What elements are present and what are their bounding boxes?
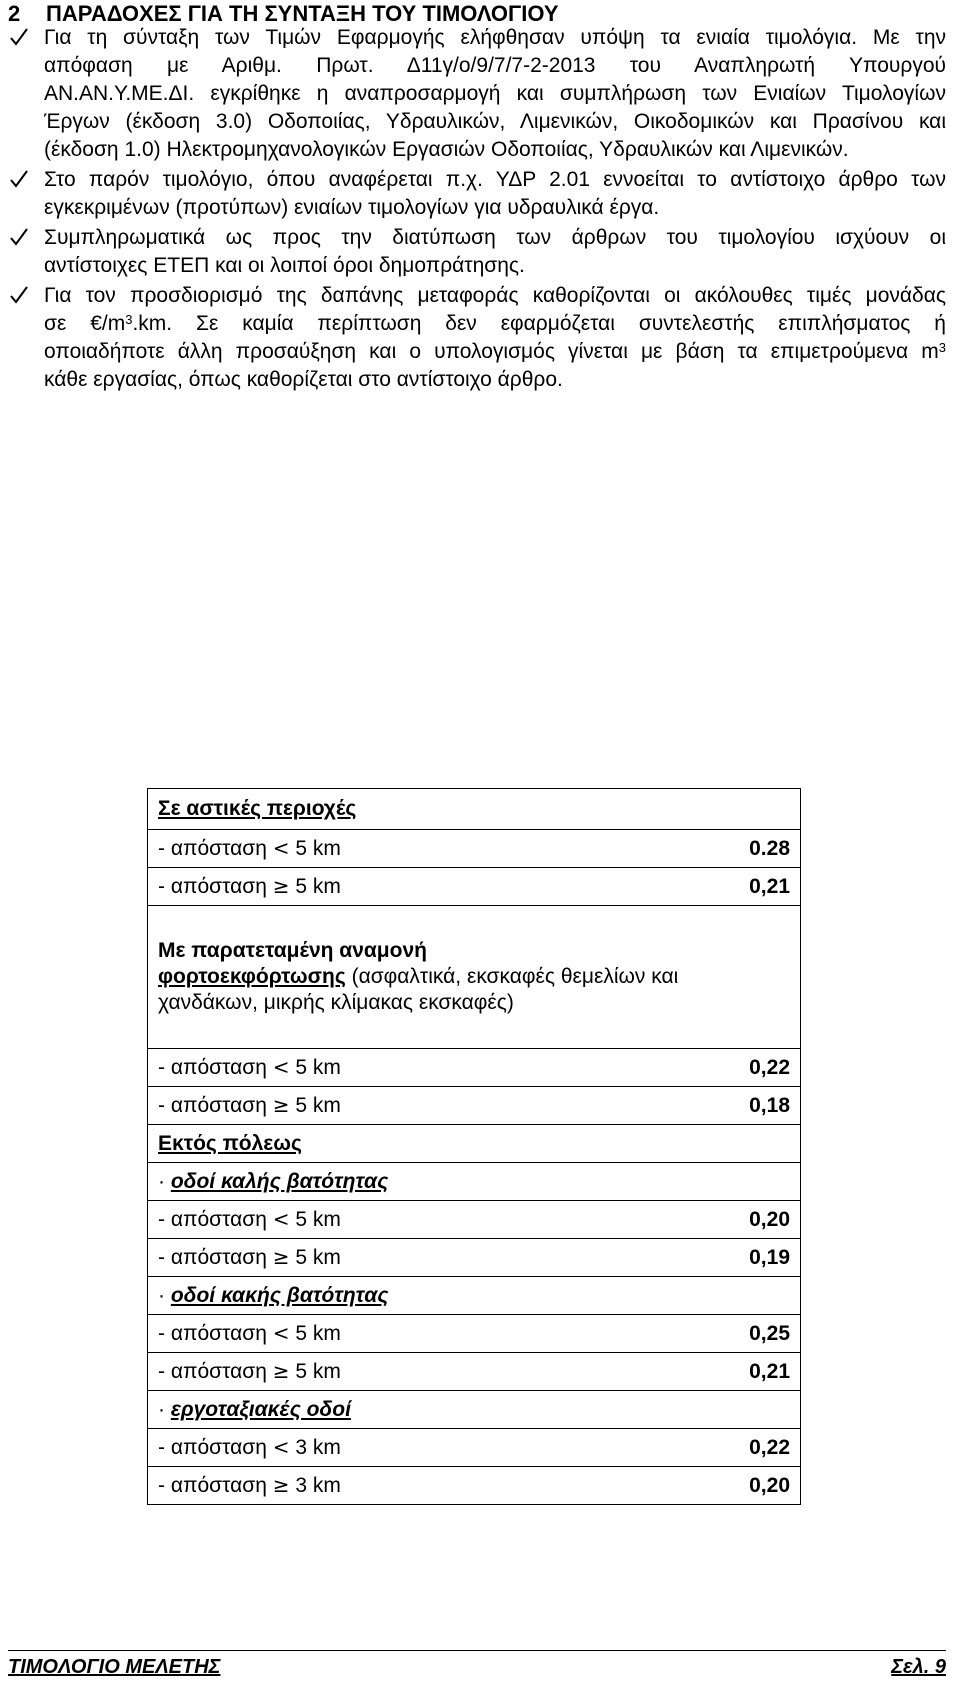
page-number: Σελ. 9	[891, 1656, 946, 1678]
superscript: 3	[125, 312, 133, 327]
road-category: · οδοί κακής βατότητας	[148, 1277, 801, 1315]
rate-value: 0,19	[724, 1239, 801, 1277]
bullet-line: Για τον προσδιορισμό της δαπάνης μεταφοράς καθορίζονται οι ακόλουθες τιμές μονάδας	[44, 284, 946, 307]
note-bold-underline: φορτοεκφόρτωσης	[158, 965, 346, 988]
table-row	[148, 1429, 801, 1467]
table-row	[148, 789, 801, 830]
table-row	[148, 1201, 801, 1239]
outside-header: Εκτός πόλεως	[158, 1131, 302, 1155]
bullet-item	[8, 24, 946, 164]
table-row	[148, 1087, 801, 1125]
road-category: · οδοί καλής βατότητας	[148, 1163, 801, 1201]
checkmark-icon	[8, 284, 30, 306]
road-category: · εργοταξιακές οδοί	[148, 1391, 801, 1429]
bullet-line: εγκεκριμένων (προτύπων) ενιαίων τιμολογίων για υδραυλικά έργα.	[44, 196, 660, 219]
bullet-line: απόφαση με Αριθμ. Πρωτ. Δ11γ/ο/9/7/7-2-2013 του Αναπληρωτή Υπουργού	[44, 54, 946, 77]
checkmark-icon	[8, 26, 30, 48]
table-row	[148, 1163, 801, 1201]
distance-label: - απόσταση < 5 km	[148, 1315, 725, 1353]
rate-value: 0,21	[724, 868, 801, 906]
table-row	[148, 1125, 801, 1163]
distance-label: - απόσταση ≥ 5 km	[148, 1087, 725, 1125]
distance-label: - απόσταση ≥ 3 km	[148, 1467, 725, 1505]
bullet-item	[8, 224, 946, 280]
bullet-line: ΑΝ.ΑΝ.Υ.ΜΕ.ΔΙ. εγκρίθηκε η αναπροσαρμογή και συμπλήρωση των Ενιαίων Τιμολογίων	[44, 82, 946, 105]
bullet-text: .km. Σε καμία περίπτωση δεν εφαρμόζεται συντελεστής επιπλήσματος ή	[132, 312, 946, 335]
distance-label: - απόσταση ≥ 5 km	[148, 1239, 725, 1277]
bullet-line: Συμπληρωματικά ως προς την διατύπωση των άρθρων του τιμολογίου ισχύουν οι	[44, 226, 946, 249]
bullet-line: αντίστοιχες ΕΤΕΠ και οι λοιποί όροι δημοπράτησης.	[44, 254, 525, 277]
bullet-item	[8, 166, 946, 222]
rate-value: 0.28	[724, 830, 801, 868]
bullet-text: σε €/m	[44, 312, 126, 335]
bullet-list	[8, 24, 946, 396]
page-footer	[8, 1650, 946, 1678]
loading-note	[148, 906, 725, 1049]
distance-label: - απόσταση ≥ 5 km	[148, 1353, 725, 1391]
bullet-line: Στο παρόν τιμολόγιο, όπου αναφέρεται π.χ. ΥΔΡ 2.01 εννοείται το αντίστοιχο άρθρο των	[44, 168, 946, 191]
table-row	[148, 1277, 801, 1315]
transport-rates-table	[147, 788, 801, 1505]
rate-value: 0,21	[724, 1353, 801, 1391]
table-row	[148, 906, 801, 1049]
bullet-line	[44, 310, 946, 338]
distance-label: - απόσταση < 5 km	[148, 830, 725, 868]
rate-value: 0,18	[724, 1087, 801, 1125]
footer-title: ΤΙΜΟΛΟΓΙΟ ΜΕΛΕΤΗΣ	[8, 1656, 221, 1678]
bullet-item	[8, 282, 946, 394]
table-row	[148, 830, 801, 868]
road-category-label: οδοί καλής βατότητας	[170, 1169, 389, 1193]
bullet-line	[44, 338, 946, 366]
bullet-line: (έκδοση 1.0) Ηλεκτρομηχανολογικών Εργασιών Οδοποιίας, Υδραυλικών και Λιμενικών.	[44, 138, 849, 161]
bullet-line: Για τη σύνταξη των Τιμών Εφαρμογής ελήφθησαν υπόψη τα ενιαία τιμολόγια. Με την	[44, 26, 946, 49]
urban-header: Σε αστικές περιοχές	[158, 797, 357, 820]
road-category-label: οδοί κακής βατότητας	[170, 1283, 389, 1307]
bullet-line: κάθε εργασίας, όπως καθορίζεται στο αντίστοιχο άρθρο.	[44, 368, 563, 391]
table-row	[148, 1353, 801, 1391]
bullet-text: οποιαδήποτε άλλη προσαύξηση και ο υπολογισμός γίνεται με βάση τα επιμετρούμενα m	[44, 340, 939, 363]
superscript: 3	[938, 340, 946, 355]
distance-label: - απόσταση < 5 km	[148, 1201, 725, 1239]
table-row	[148, 1391, 801, 1429]
distance-label: - απόσταση < 5 km	[148, 1049, 725, 1087]
table-section-header	[148, 789, 801, 830]
table-row	[148, 1467, 801, 1505]
bullet-line: Έργων (έκδοση 3.0) Οδοποιίας, Υδραυλικών, Λιμενικών, Οικοδομικών και Πρασίνου και	[44, 110, 946, 133]
rate-value: 0,22	[724, 1429, 801, 1467]
section-title: ΠΑΡΑΔΟΧΕΣ ΓΙΑ ΤΗ ΣΥΝΤΑΞΗ ΤΟΥ ΤΙΜΟΛΟΓΙΟΥ	[46, 1, 559, 26]
rate-value: 0,25	[724, 1315, 801, 1353]
rate-value: 0,20	[724, 1201, 801, 1239]
note-bold: Με παρατεταμένη αναμονή	[158, 939, 427, 962]
section-number: 2	[8, 1, 21, 26]
checkmark-icon	[8, 226, 30, 248]
table-row	[148, 868, 801, 906]
rate-value: 0,22	[724, 1049, 801, 1087]
distance-label: - απόσταση ≥ 5 km	[148, 868, 725, 906]
table-section-header	[148, 1125, 801, 1163]
table-row	[148, 1239, 801, 1277]
table-row	[148, 1049, 801, 1087]
table-row	[148, 1315, 801, 1353]
note-text: (ασφαλτικά, εκσκαφές θεμελίων και χανδάκων, μικρής κλίμακας εκσκαφές)	[158, 965, 679, 1014]
road-category-label: εργοταξιακές οδοί	[170, 1397, 351, 1421]
rate-value: 0,20	[724, 1467, 801, 1505]
distance-label: - απόσταση < 3 km	[148, 1429, 725, 1467]
checkmark-icon	[8, 168, 30, 190]
